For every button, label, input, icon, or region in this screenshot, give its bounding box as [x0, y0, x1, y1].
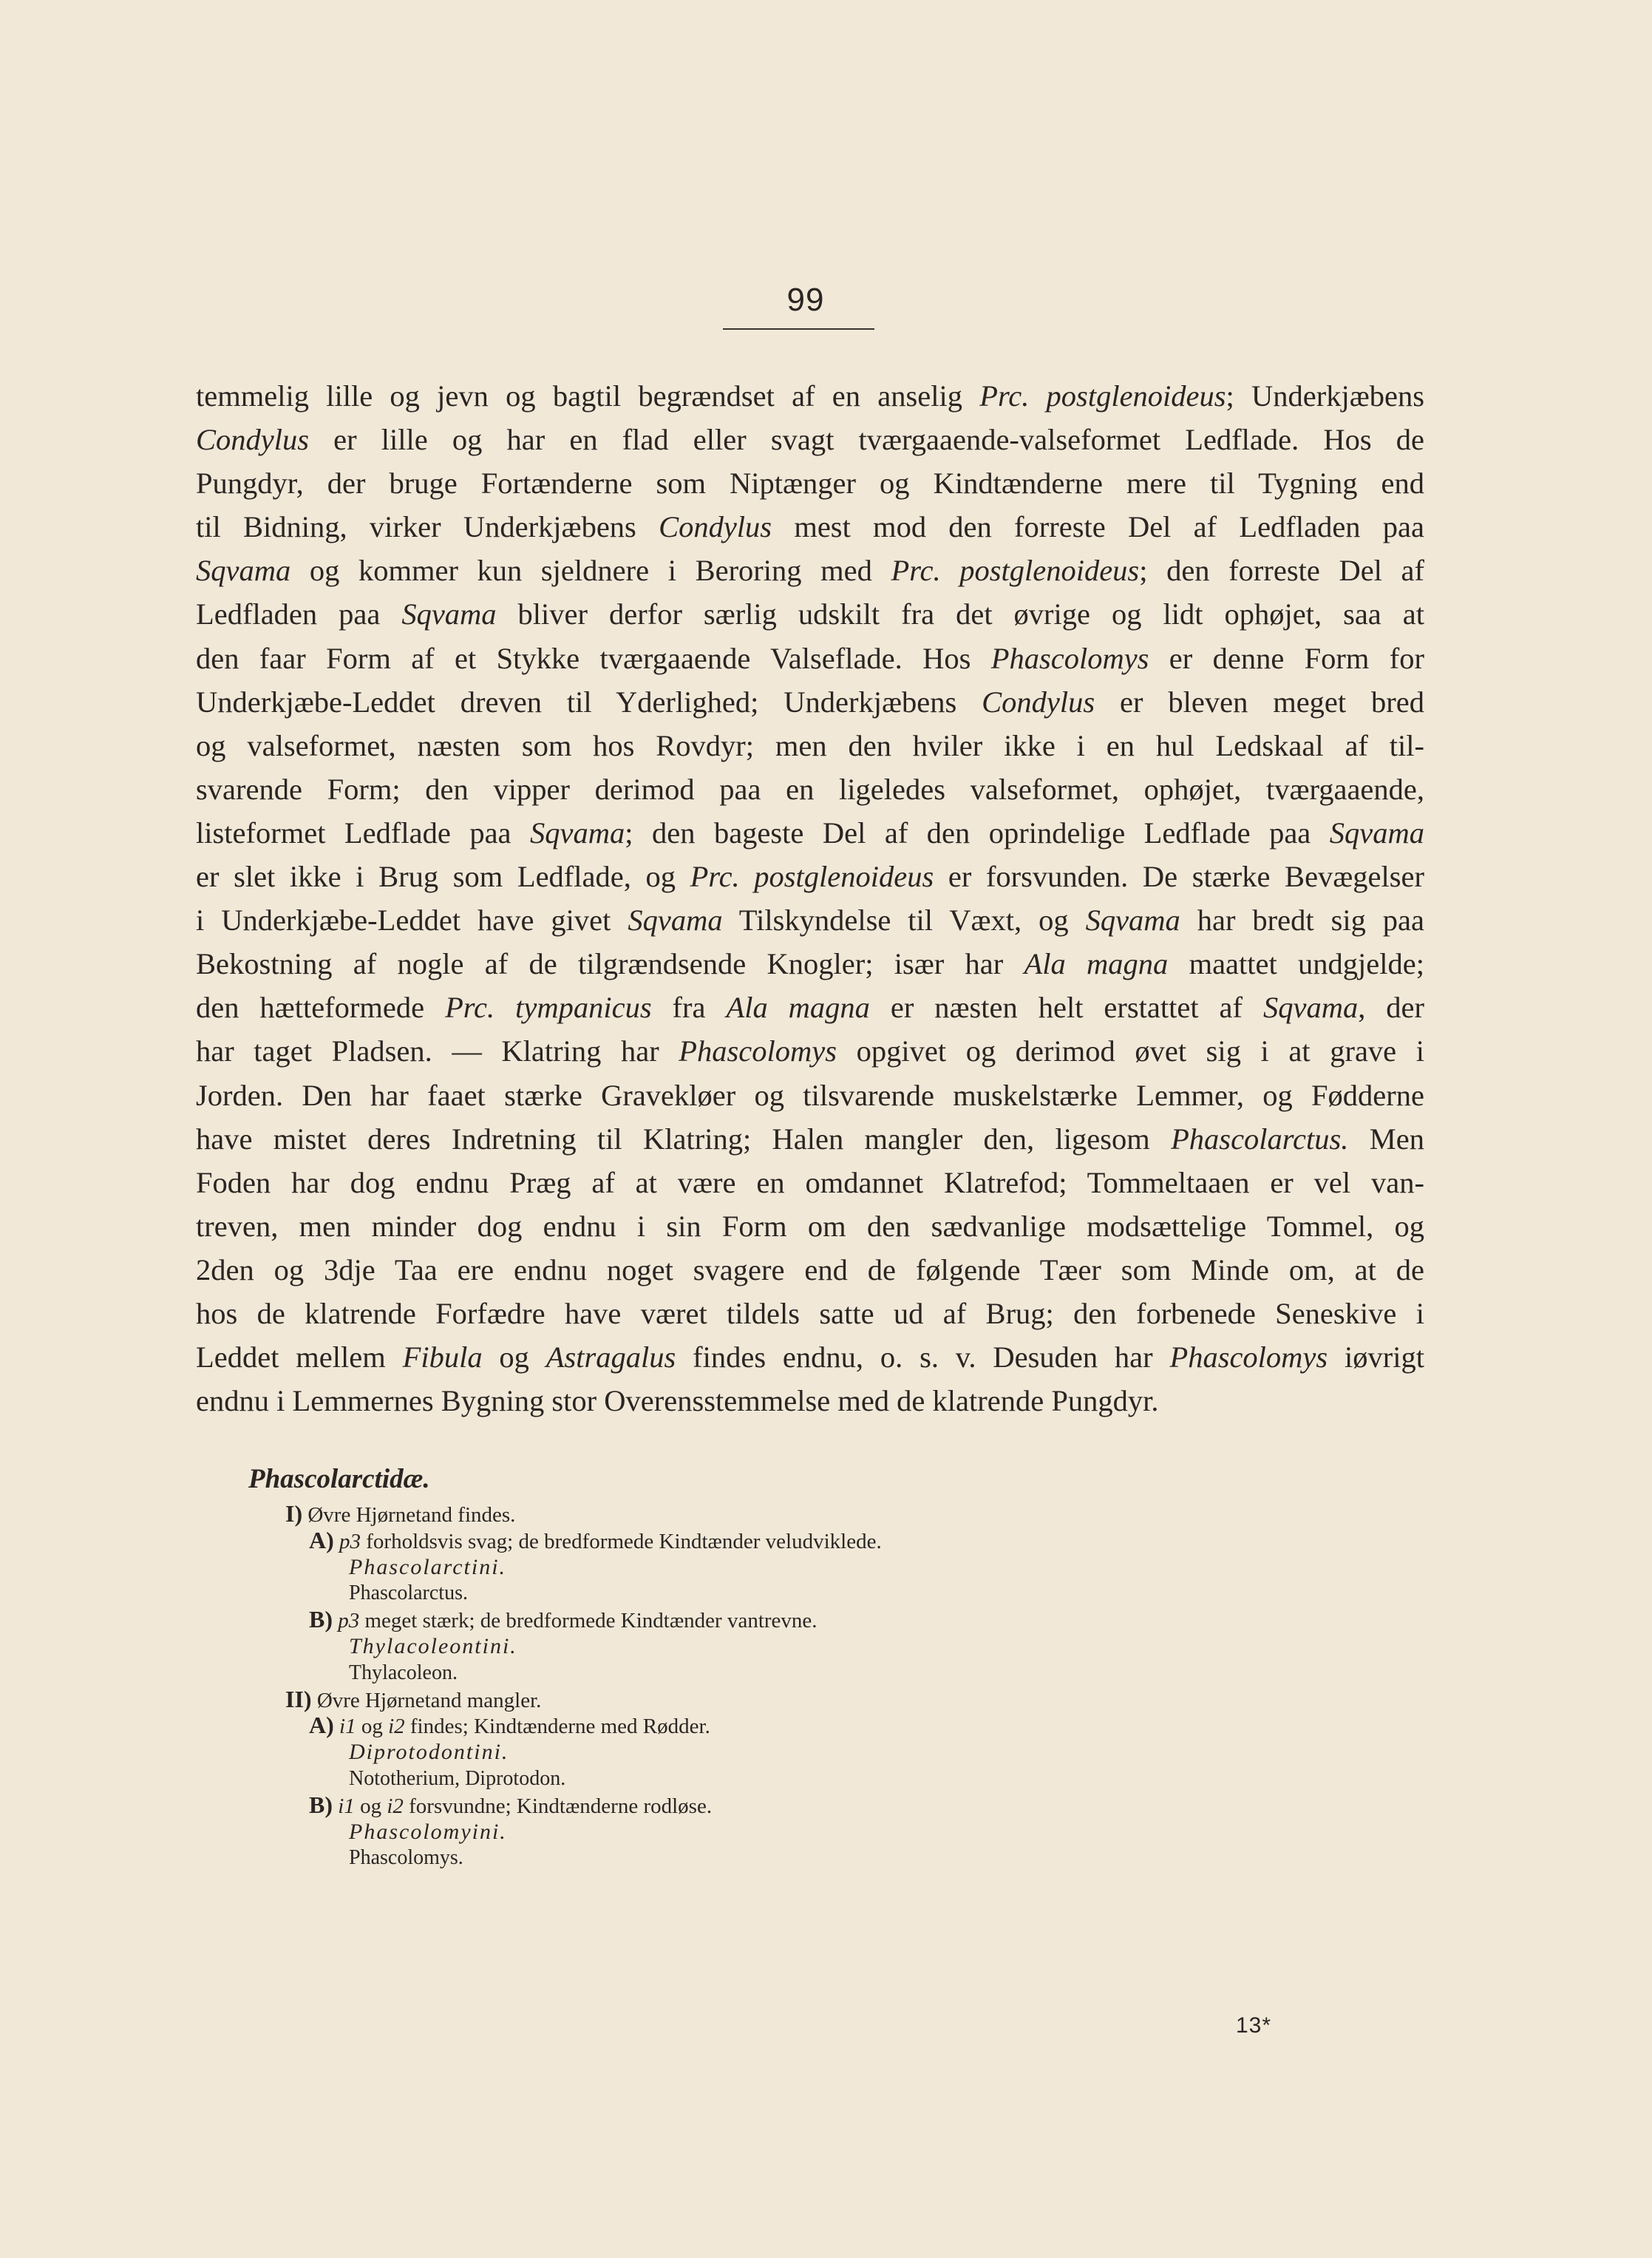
italic-term: p3	[338, 1609, 360, 1633]
text-run: ; Underkjæbens	[1226, 379, 1425, 413]
classification-row	[248, 1528, 1061, 1554]
text-run: er næsten helt erstattet af	[869, 991, 1263, 1025]
italic-term: Sqvama	[628, 903, 723, 938]
text-run: i Underkjæbe-Leddet have givet	[196, 903, 628, 938]
text-run: listeformet Ledflade paa	[196, 816, 531, 850]
text-run: have mistet deres Indretning til Klatring; Halen mangler den, ligesom	[196, 1122, 1172, 1156]
text-run: er forsvunden. De stærke Bevægelser	[934, 860, 1425, 894]
text-run: temmelig lille og jevn og bagtil begrændset af en anselig	[196, 379, 980, 413]
text-run: Underkjæbe-Leddet dreven til Yderlighed; Underkjæbens	[196, 685, 982, 719]
text-run: og	[482, 1340, 546, 1374]
text-line	[196, 1379, 1424, 1423]
italic-term: Sqvama	[1329, 816, 1424, 850]
text-line	[196, 898, 1424, 942]
text-run: er slet ikke i Brug som Ledflade, og	[196, 860, 690, 894]
text-run: og valseformet, næsten som hos Rovdyr; men den hviler ikke i en hul Ledskaal af til-	[196, 728, 1424, 762]
italic-term: i2	[387, 1794, 404, 1818]
text-run: Jorden. Den har faaet stærke Gravekløer og tilsvarende muskelstærke Lemmer, og Fødderne	[196, 1078, 1424, 1112]
classification-row	[248, 1660, 1061, 1686]
text-line	[196, 637, 1424, 680]
text-run: meget stærk; de bredformede Kindtænder vantrevne.	[359, 1609, 817, 1633]
text-line	[196, 461, 1424, 505]
text-run: bliver derfor særlig udskilt fra det øvrige og lidt ophøjet, saa at	[496, 597, 1424, 631]
classification-row	[248, 1819, 1061, 1845]
text-line	[196, 505, 1424, 549]
text-line	[196, 680, 1424, 724]
body-text	[196, 374, 1424, 1423]
italic-term: Ala magna	[726, 991, 870, 1025]
text-run: svarende Form; den vipper derimod paa en ligeledes valseformet, ophøjet, tværgaaende,	[196, 772, 1424, 806]
italic-term: Prc. postglenoideus	[891, 554, 1140, 588]
text-line	[196, 549, 1424, 592]
text-run: fra	[651, 991, 727, 1025]
italic-term: Astragalus	[545, 1340, 676, 1374]
classification-row	[248, 1633, 1061, 1660]
text-line	[196, 855, 1424, 898]
text-run: endnu i Lemmernes Bygning stor Overensstemmelse med de klatrende Pungdyr.	[196, 1384, 1159, 1418]
italic-term: Prc. tympanicus	[445, 991, 652, 1025]
tribe-name: Thylacoleontini.	[349, 1633, 517, 1658]
italic-term: Sqvama	[196, 554, 291, 588]
classification-row	[248, 1580, 1061, 1607]
page-number: 99	[786, 282, 825, 318]
classification-row	[248, 1766, 1061, 1792]
family-heading: Phascolarctidæ.	[248, 1464, 430, 1494]
genus-name: Phascolarctus.	[349, 1581, 468, 1605]
genus-name: Nototherium, Diprotodon.	[349, 1766, 566, 1790]
classification-row	[248, 1845, 1061, 1871]
text-line	[196, 767, 1424, 811]
text-run: er denne Form for	[1149, 641, 1424, 675]
italic-term: Sqvama	[1262, 991, 1359, 1025]
text-line	[196, 592, 1424, 636]
outline-marker: A)	[309, 1526, 334, 1553]
signature-mark: 13*	[1236, 2013, 1272, 2038]
text-run: findes; Kindtænderne med Rødder.	[404, 1715, 710, 1739]
text-run: ; den forreste Del af	[1139, 554, 1425, 588]
classification-row	[248, 1739, 1061, 1766]
italic-term: Sqvama	[530, 816, 625, 850]
text-run: Bekostning af nogle af de tilgrændsende Knogler; især har	[196, 947, 1024, 981]
italic-term: p3	[339, 1529, 361, 1553]
tribe-name: Phascolomyini.	[349, 1819, 507, 1844]
tribe-name: Phascolarctini.	[349, 1554, 507, 1579]
italic-term: Condylus	[659, 510, 772, 544]
italic-term: Condylus	[196, 423, 310, 457]
text-run: den hætteformede	[196, 991, 446, 1025]
text-line	[196, 1117, 1424, 1161]
text-run: har bredt sig paa	[1180, 903, 1424, 938]
text-line	[196, 811, 1424, 855]
text-line	[196, 1292, 1424, 1335]
text-line	[196, 1161, 1424, 1204]
text-line	[196, 986, 1424, 1029]
classification-table	[248, 1458, 1061, 1871]
row-text: Øvre Hjørnetand mangler.	[316, 1688, 542, 1712]
classification-row	[248, 1607, 1061, 1633]
text-run: den faar Form af et Stykke tværgaaende Valseflade. Hos	[196, 641, 991, 675]
text-run: forholdsvis svag; de bredformede Kindtænder veludviklede.	[361, 1529, 882, 1553]
text-line	[196, 724, 1424, 767]
text-run: forsvundne; Kindtænderne rodløse.	[403, 1794, 713, 1818]
outline-marker: B)	[309, 1606, 333, 1633]
italic-term: i2	[388, 1715, 405, 1739]
text-line	[196, 1204, 1424, 1248]
classification-row	[248, 1501, 1061, 1528]
text-run: Foden har dog endnu Præg af at være en omdannet Klatrefod; Tommeltaaen er vel van-	[196, 1165, 1424, 1199]
genus-name: Thylacoleon.	[349, 1661, 458, 1684]
text-line	[196, 1074, 1424, 1117]
italic-term: Prc. postglenoideus	[979, 379, 1226, 413]
text-run: Tilskyndelse til Væxt, og	[722, 903, 1086, 938]
text-run: hos de klatrende Forfædre have været tildels satte ud af Brug; den forbenede Seneskive i	[196, 1296, 1424, 1330]
italic-term: i1	[338, 1794, 355, 1818]
genus-name: Phascolomys.	[349, 1846, 463, 1870]
text-run: maattet undgjelde;	[1168, 947, 1424, 981]
outline-marker: B)	[309, 1791, 333, 1818]
text-run: er bleven meget bred	[1095, 685, 1424, 719]
outline-marker: A)	[309, 1712, 334, 1739]
text-run: opgivet og derimod øvet sig i at grave i	[837, 1034, 1424, 1068]
classification-row	[248, 1792, 1061, 1819]
text-run: ; den bageste Del af den oprindelige Ledflade paa	[625, 816, 1330, 850]
italic-term: Sqvama	[1085, 903, 1180, 938]
italic-term: Ala magna	[1024, 947, 1169, 981]
text-run: , der	[1358, 991, 1424, 1025]
outline-marker: II)	[285, 1685, 312, 1712]
classification-row	[248, 1686, 1061, 1713]
outline-marker: I)	[285, 1500, 303, 1527]
text-line	[196, 1335, 1424, 1379]
text-line	[196, 374, 1424, 418]
italic-term: Prc. postglenoideus	[690, 860, 934, 894]
italic-term: Phascolomys	[990, 641, 1149, 675]
text-run: har taget Pladsen. — Klatring har	[196, 1034, 679, 1068]
text-run: findes endnu, o. s. v. Desuden har	[676, 1340, 1170, 1374]
italic-term: Phascolomys	[1169, 1340, 1328, 1374]
text-run: 2den og 3dje Taa ere endnu noget svagere end de følgende Tæer som Minde om, at de	[196, 1252, 1424, 1286]
text-run: og	[356, 1715, 389, 1739]
italic-term: Sqvama	[401, 597, 497, 631]
text-line	[196, 942, 1424, 986]
italic-term: Condylus	[982, 685, 1095, 719]
text-run: Men	[1348, 1122, 1424, 1156]
tribe-name: Diprotodontini.	[349, 1740, 509, 1765]
text-run: til Bidning, virker Underkjæbens	[196, 510, 659, 544]
italic-term: i1	[339, 1715, 356, 1739]
italic-term: Fibula	[402, 1340, 483, 1374]
italic-term: Phascolarctus.	[1171, 1122, 1349, 1156]
row-text: Øvre Hjørnetand findes.	[307, 1503, 516, 1527]
italic-term: Phascolomys	[679, 1034, 837, 1068]
text-run: og	[354, 1794, 387, 1818]
text-line	[196, 418, 1424, 461]
text-run: treven, men minder dog endnu i sin Form om den sædvanlige modsættelige Tommel, og	[196, 1209, 1424, 1243]
text-run: iøvrigt	[1328, 1340, 1424, 1374]
text-run: er lille og har en flad eller svagt tværgaaende-valseformet Ledflade. Hos de	[309, 423, 1424, 457]
classification-row	[248, 1554, 1061, 1581]
classification-row	[248, 1712, 1061, 1739]
text-line	[196, 1029, 1424, 1073]
text-run: Ledfladen paa	[196, 597, 402, 631]
text-run: og kommer kun sjeldnere i Beroring med	[290, 554, 891, 588]
text-line	[196, 1248, 1424, 1292]
text-run: Pungdyr, der bruge Fortænderne som Niptænger og Kindtænderne mere til Tygning end	[196, 467, 1424, 501]
text-run: Leddet mellem	[196, 1340, 403, 1374]
text-run: mest mod den forreste Del af Ledfladen paa	[772, 510, 1424, 544]
page-number-rule	[723, 328, 874, 330]
